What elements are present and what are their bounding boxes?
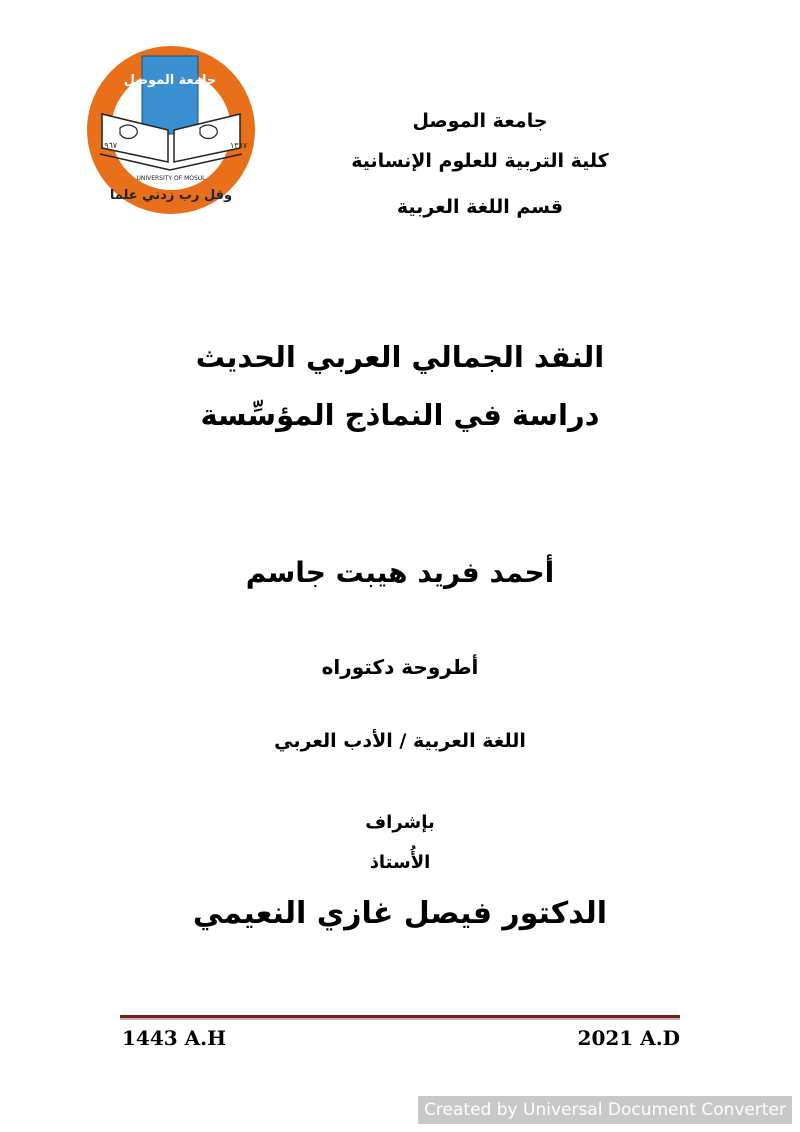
field-of-study: اللغة العربية / الأدب العربي — [274, 730, 526, 752]
thesis-title-line1: النقد الجمالي العربي الحديث — [195, 340, 605, 374]
converter-watermark: Created by Universal Document Converter — [418, 1096, 792, 1124]
logo-year-left: ١٩٦٧ — [100, 141, 118, 150]
hijri-year: 1443 A.H — [122, 1026, 227, 1050]
logo-english-text: UNIVERSITY OF MOSUL — [136, 175, 206, 182]
author-name: أحمد فريد هيبت جاسم — [245, 556, 555, 589]
logo-arabic-text: جامعة الموصل — [123, 73, 217, 88]
footer-divider — [120, 1015, 680, 1018]
university-name: جامعة الموصل — [412, 110, 548, 132]
supervisor-rank: الأُستاذ — [369, 852, 431, 873]
thesis-title-line2: دراسة في النماذج المؤسِّسة — [200, 398, 600, 432]
department-name: قسم اللغة العربية — [396, 196, 564, 218]
logo-motto: وقل رب زدني علما — [109, 188, 233, 203]
supervisor-name: الدكتور فيصل غازي النعيمي — [192, 896, 608, 931]
supervision-label: بإشراف — [365, 812, 435, 833]
gregorian-year: 2021 A.D — [577, 1026, 680, 1050]
university-logo — [80, 44, 262, 216]
logo-year-right: ١٣٨٧ — [230, 141, 248, 150]
degree-label: أطروحة دكتوراه — [321, 655, 479, 679]
college-name: كلية التربية للعلوم الإنسانية — [351, 150, 609, 172]
